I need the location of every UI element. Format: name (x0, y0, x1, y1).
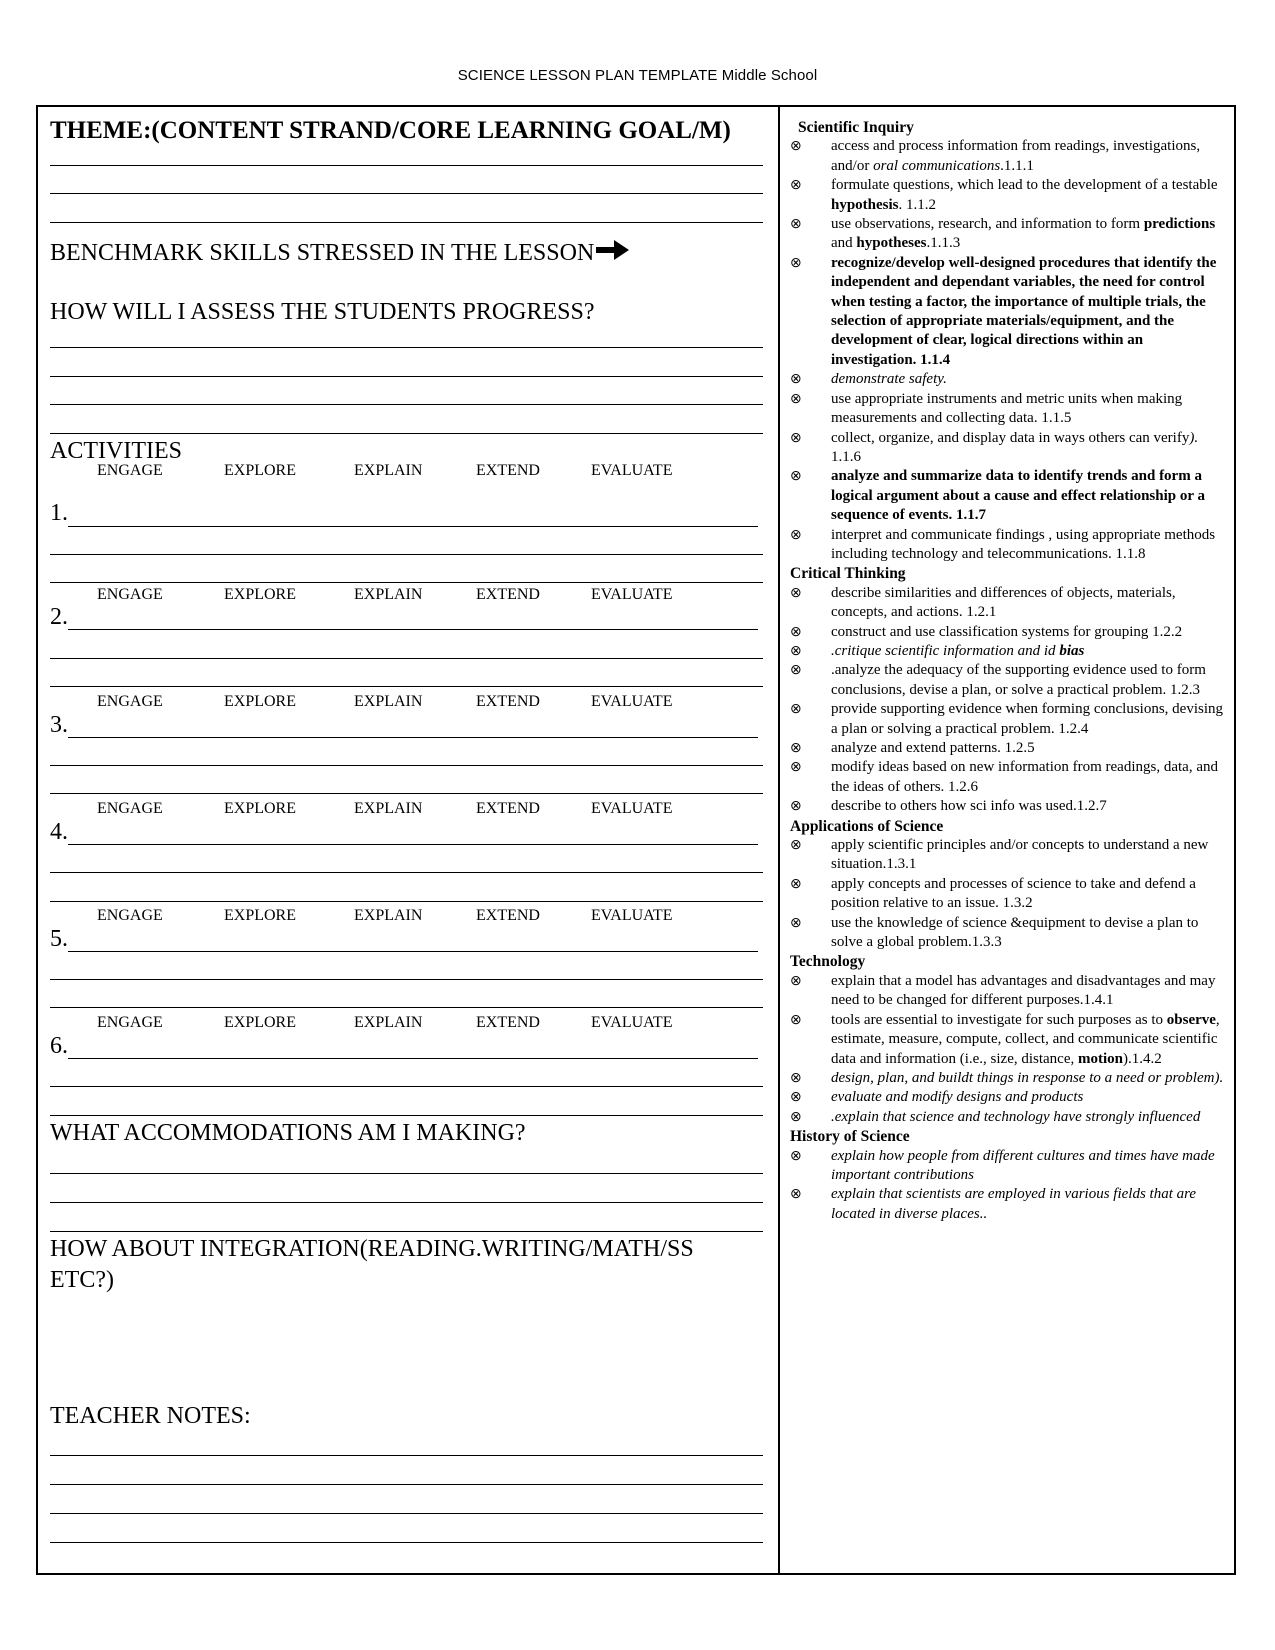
activity-4-line-3[interactable] (50, 901, 763, 902)
arrow-right-icon (596, 238, 630, 262)
category-heading: Technology (790, 953, 866, 971)
benchmark-item (790, 390, 1230, 429)
accommodations-line-3[interactable] (50, 1231, 763, 1232)
phase-explain: EXPLAIN (354, 462, 423, 479)
teacher-notes-line-4[interactable] (50, 1542, 763, 1543)
assess-heading: HOW WILL I ASSESS THE STUDENTS PROGRESS? (50, 299, 595, 325)
circled-times-bullet-icon: ⊗ (790, 663, 802, 679)
circled-times-bullet-icon: ⊗ (790, 585, 802, 601)
circled-times-bullet-icon: ⊗ (790, 372, 802, 388)
activity-2-line-2[interactable] (50, 658, 763, 659)
benchmark-item (790, 1185, 1230, 1224)
benchmark-item (790, 526, 1230, 565)
accommodations-line-2[interactable] (50, 1202, 763, 1203)
activity-5-line-2[interactable] (50, 979, 763, 980)
benchmark-item (790, 1011, 1230, 1069)
activity-6-line-1[interactable] (68, 1058, 758, 1059)
circled-times-bullet-icon: ⊗ (790, 702, 802, 718)
circled-times-bullet-icon: ⊗ (790, 915, 802, 931)
circled-times-bullet-icon: ⊗ (790, 760, 802, 776)
circled-times-bullet-icon: ⊗ (790, 391, 802, 407)
teacher-notes-line-2[interactable] (50, 1484, 763, 1485)
phase-explore: EXPLORE (224, 907, 296, 924)
circled-times-bullet-icon: ⊗ (790, 1070, 802, 1086)
benchmark-item (790, 370, 1230, 389)
theme-line-1[interactable] (50, 165, 763, 166)
benchmark-heading (50, 238, 630, 267)
benchmark-text: apply scientific principles and/or concepts to understand a new situation.1.3.1 (831, 837, 1209, 873)
benchmark-item (790, 215, 1230, 254)
phase-explain: EXPLAIN (354, 586, 423, 603)
phase-explore: EXPLORE (224, 586, 296, 603)
benchmark-text: , estimate, measure, compute, collect, and communicate scientific data and information (i.e., size, distance, (831, 1011, 1220, 1067)
integration-heading (50, 1235, 694, 1294)
circled-times-bullet-icon: ⊗ (790, 838, 802, 854)
benchmark-item (790, 1147, 1230, 1186)
benchmark-item (790, 1088, 1230, 1107)
benchmark-text: access and process information from readings, investigations, and/or (831, 138, 1201, 174)
assess-line-4[interactable] (50, 433, 763, 434)
integration-notes-area[interactable] (50, 1300, 763, 1390)
activity-4-line-1[interactable] (68, 844, 758, 845)
phase-engage: ENGAGE (97, 462, 163, 479)
benchmark-text: analyze and extend patterns. 1.2.5 (831, 740, 1035, 756)
phase-engage: ENGAGE (97, 693, 163, 710)
phase-engage: ENGAGE (97, 1014, 163, 1031)
benchmark-item (790, 429, 1230, 468)
benchmark-text: hypotheses (856, 235, 927, 252)
activity-phases-1 (50, 462, 765, 482)
benchmark-item (790, 584, 1230, 623)
circled-times-bullet-icon: ⊗ (790, 255, 802, 271)
benchmark-text: design, plan, and buildt things in response to a need or problem). (831, 1069, 1224, 1086)
benchmark-text: use the knowledge of science &equipment to devise a plan to solve a global problem.1.3.3 (831, 914, 1199, 951)
activity-1-line-2[interactable] (50, 554, 763, 555)
benchmark-text: 1.1.6 (831, 448, 861, 465)
benchmark-text: describe to others how sci info was used.1.2.7 (831, 798, 1107, 815)
phase-evaluate: EVALUATE (591, 1014, 673, 1031)
activity-6-line-2[interactable] (50, 1086, 763, 1087)
circled-times-bullet-icon: ⊗ (790, 741, 802, 756)
teacher-notes-line-3[interactable] (50, 1513, 763, 1514)
benchmark-text: provide supporting evidence when forming conclusions, devising a plan or solving a practical problem. 1.2.4 (831, 701, 1224, 737)
benchmark-text: use observations, research, and information to form (831, 216, 1144, 233)
activity-6-line-3[interactable] (50, 1115, 763, 1116)
benchmark-text: recognize/develop well-designed procedures that identify the independent and dependant variables, the need for control when testing a factor, the importance of multiple trials, the selection of appropriate materials/equipment, and the development of clear, logical directions within an investigation. 1.1.4 (831, 254, 1217, 368)
benchmark-item (790, 758, 1230, 797)
benchmark-text: apply concepts and processes of science to take and defend a position relative to an issue. 1.3.2 (831, 875, 1196, 912)
benchmark-item (790, 972, 1230, 1011)
benchmark-text: formulate questions, which lead to the development of a testable (831, 177, 1218, 194)
activity-phases-5 (50, 907, 765, 927)
phase-explore: EXPLORE (224, 1014, 296, 1031)
integration-heading-line-1: HOW ABOUT INTEGRATION(READING.WRITING/MATH/SS (50, 1236, 694, 1262)
column-divider (778, 105, 780, 1575)
benchmark-item (790, 836, 1230, 875)
phase-explain: EXPLAIN (354, 1014, 423, 1031)
activity-phases-6 (50, 1014, 765, 1034)
activity-3-line-1[interactable] (68, 737, 758, 738)
page-title: SCIENCE LESSON PLAN TEMPLATE Middle School (457, 67, 818, 84)
phase-engage: ENGAGE (97, 586, 163, 603)
assess-line-2[interactable] (50, 376, 763, 377)
activity-number-5: 5. (50, 926, 68, 952)
circled-times-bullet-icon: ⊗ (790, 430, 802, 446)
benchmark-item (790, 797, 1230, 816)
activities-heading: ACTIVITIES (50, 438, 182, 464)
accommodations-heading: WHAT ACCOMMODATIONS AM I MAKING? (50, 1120, 526, 1146)
benchmark-item (790, 661, 1230, 700)
category-heading: History of Science (790, 1128, 910, 1146)
benchmark-item (790, 642, 1230, 661)
category-heading: Critical Thinking (790, 565, 906, 583)
circled-times-bullet-icon: ⊗ (790, 643, 802, 659)
benchmark-text: and (831, 235, 857, 252)
benchmark-text: motion (1078, 1050, 1123, 1067)
activity-phases-3 (50, 693, 765, 713)
activity-3-line-3[interactable] (50, 793, 763, 794)
activity-number-2: 2. (50, 604, 68, 630)
activity-2-line-1[interactable] (68, 629, 758, 630)
activity-phases-4 (50, 800, 765, 820)
benchmark-item (790, 700, 1230, 739)
circled-times-bullet-icon: ⊗ (790, 624, 802, 640)
circled-times-bullet-icon: ⊗ (790, 799, 802, 815)
benchmark-text: .1.1.3 (926, 235, 961, 252)
circled-times-bullet-icon: ⊗ (790, 527, 802, 543)
benchmark-item (790, 914, 1230, 953)
activity-5-line-3[interactable] (50, 1007, 763, 1008)
benchmark-text: .1.1.1 (1000, 157, 1034, 174)
circled-times-bullet-icon: ⊗ (790, 1090, 802, 1106)
benchmark-text: use appropriate instruments and metric units when making measurements and collecting data. 1.1.5 (831, 390, 1183, 427)
phase-evaluate: EVALUATE (591, 462, 673, 479)
activity-5-line-1[interactable] (68, 951, 758, 952)
benchmark-text: predictions (1143, 216, 1216, 233)
circled-times-bullet-icon: ⊗ (790, 1187, 802, 1203)
benchmark-text: hypothesis (831, 196, 899, 213)
phase-extend: EXTEND (476, 586, 540, 603)
phase-explain: EXPLAIN (354, 800, 423, 817)
teacher-notes-heading: TEACHER NOTES: (50, 1403, 251, 1429)
benchmark-text: ).1.4.2 (1123, 1050, 1162, 1067)
theme-line-3[interactable] (50, 222, 763, 223)
benchmark-item (790, 176, 1230, 215)
phase-extend: EXTEND (476, 907, 540, 924)
phase-evaluate: EVALUATE (591, 693, 673, 710)
benchmark-text: oral communications (873, 157, 1001, 174)
activity-phases-2 (50, 586, 765, 606)
circled-times-bullet-icon: ⊗ (790, 1012, 802, 1028)
circled-times-bullet-icon: ⊗ (790, 469, 802, 485)
phase-extend: EXTEND (476, 462, 540, 479)
benchmark-text: construct and use classification systems for grouping 1.2.2 (831, 623, 1183, 640)
circled-times-bullet-icon: ⊗ (790, 1109, 802, 1125)
circled-times-bullet-icon: ⊗ (790, 217, 802, 233)
benchmark-text: explain that a model has advantages and disadvantages and may need to be changed for different purposes.1.4.1 (831, 972, 1216, 1009)
circled-times-bullet-icon: ⊗ (790, 178, 802, 194)
phase-extend: EXTEND (476, 800, 540, 817)
benchmark-text: ). (1189, 429, 1199, 446)
teacher-notes-line-1[interactable] (50, 1455, 763, 1456)
benchmark-heading-text: BENCHMARK SKILLS STRESSED IN THE LESSON (50, 240, 595, 266)
circled-times-bullet-icon: ⊗ (790, 876, 802, 892)
activity-1-line-3[interactable] (50, 582, 763, 583)
benchmark-text: observe (1166, 1011, 1216, 1028)
phase-extend: EXTEND (476, 693, 540, 710)
circled-times-bullet-icon: ⊗ (790, 973, 802, 989)
benchmark-text: interpret and communicate findings , using appropriate methods including technology and telecommunications. 1.1.8 (831, 526, 1216, 562)
activity-number-1: 1. (50, 500, 68, 526)
activity-number-4: 4. (50, 819, 68, 845)
phase-evaluate: EVALUATE (591, 586, 673, 603)
phase-explain: EXPLAIN (354, 693, 423, 710)
benchmark-text: .critique scientific information and id (831, 642, 1060, 659)
activity-number-3: 3. (50, 712, 68, 738)
benchmark-item (790, 1108, 1230, 1127)
category-heading: Scientific Inquiry (798, 119, 914, 136)
benchmark-item (790, 875, 1230, 914)
phase-explain: EXPLAIN (354, 907, 423, 924)
circled-times-bullet-icon: ⊗ (790, 139, 802, 155)
benchmark-item (790, 467, 1230, 525)
activity-4-line-2[interactable] (50, 872, 763, 873)
activity-3-line-2[interactable] (50, 765, 763, 766)
benchmark-text: demonstrate safety. (831, 371, 947, 388)
benchmark-text: describe similarities and differences of objects, materials, concepts, and actions. 1.2.1 (831, 584, 1176, 621)
assess-line-3[interactable] (50, 404, 763, 405)
phase-explore: EXPLORE (224, 800, 296, 817)
activity-2-line-3[interactable] (50, 686, 763, 687)
benchmark-text: modify ideas based on new information from readings, data, and the ideas of others. 1.2.6 (831, 759, 1218, 795)
category-heading: Applications of Science (790, 817, 944, 835)
benchmark-text: evaluate and modify designs and products (831, 1089, 1084, 1106)
theme-heading: THEME:(CONTENT STRAND/CORE LEARNING GOAL/M) (50, 117, 731, 144)
phase-engage: ENGAGE (97, 907, 163, 924)
phase-evaluate: EVALUATE (591, 800, 673, 817)
benchmark-item (790, 739, 1230, 758)
phase-extend: EXTEND (476, 1014, 540, 1031)
phase-engage: ENGAGE (97, 800, 163, 817)
theme-line-2[interactable] (50, 193, 763, 194)
assess-line-1[interactable] (50, 347, 763, 348)
benchmark-text: . 1.1.2 (898, 196, 937, 213)
phase-explore: EXPLORE (224, 462, 296, 479)
circled-times-bullet-icon: ⊗ (790, 1148, 802, 1164)
benchmark-item (790, 1069, 1230, 1088)
benchmark-text: collect, organize, and display data in ways others can verify (831, 429, 1190, 446)
benchmark-text: explain that scientists are employed in various fields that are located in diverse places.. (831, 1186, 1197, 1222)
benchmark-text: .analyze the adequacy of the supporting evidence used to form conclusions, devise a plan, or solve a practical problem. 1.2.3 (831, 662, 1206, 698)
benchmark-text: explain how people from different cultures and times have made important contributions (831, 1147, 1215, 1183)
integration-heading-line-2: ETC?) (50, 1267, 114, 1293)
phase-evaluate: EVALUATE (591, 907, 673, 924)
accommodations-line-1[interactable] (50, 1173, 763, 1174)
benchmark-item (790, 623, 1230, 642)
activity-number-6: 6. (50, 1033, 68, 1059)
benchmark-text: .explain that science and technology have strongly influenced (831, 1108, 1201, 1125)
phase-explore: EXPLORE (224, 693, 296, 710)
benchmark-skills-list (790, 118, 1230, 1224)
benchmark-item (790, 137, 1230, 176)
activity-1-line-1[interactable] (68, 526, 758, 527)
benchmark-text: tools are essential to investigate for such purposes as to (831, 1011, 1167, 1028)
benchmark-item (790, 254, 1230, 370)
benchmark-text: bias (1059, 642, 1085, 659)
benchmark-text: analyze and summarize data to identify trends and form a logical argument about a cause and effect relationship or a sequence of events. 1.1.7 (831, 468, 1206, 524)
